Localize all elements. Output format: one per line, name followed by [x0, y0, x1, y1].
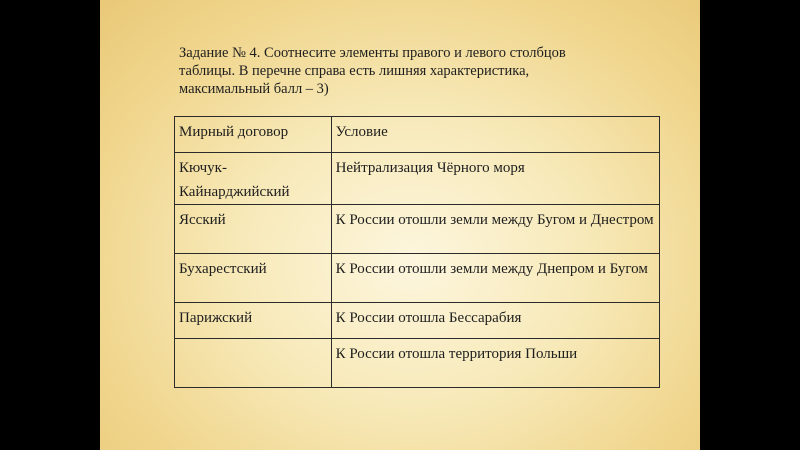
condition-cell: К России отошли земли между Днепром и Бугом: [331, 254, 659, 303]
task-line-2: таблицы. В перечне справа есть лишняя характеристика,: [179, 63, 530, 79]
header-condition: Условие: [331, 117, 659, 153]
table-row: [175, 254, 660, 303]
table-row: [175, 339, 660, 388]
task-instructions: [179, 44, 639, 98]
condition-cell: К России отошла территория Польши: [331, 339, 659, 388]
task-line-3: максимальный балл – 3): [179, 81, 329, 97]
treaty-cell: Кючук-Кайнарджийский: [175, 153, 332, 205]
condition-cell: К России отошли земли между Бугом и Днестром: [331, 205, 659, 254]
table-row: [175, 205, 660, 254]
treaty-cell: Парижский: [175, 303, 332, 339]
condition-cell: Нейтрализация Чёрного моря: [331, 153, 659, 205]
slide: [100, 0, 700, 450]
treaty-cell: Ясский: [175, 205, 332, 254]
table-row: [175, 303, 660, 339]
matching-table: [174, 116, 660, 388]
treaty-cell: Бухарестский: [175, 254, 332, 303]
table-row: [175, 153, 660, 205]
treaty-cell-empty: [175, 339, 332, 388]
condition-cell: К России отошла Бессарабия: [331, 303, 659, 339]
header-treaty: Мирный договор: [175, 117, 332, 153]
task-line-1: Задание № 4. Соотнесите элементы правого и левого столбцов: [179, 45, 566, 61]
table-header-row: [175, 117, 660, 153]
